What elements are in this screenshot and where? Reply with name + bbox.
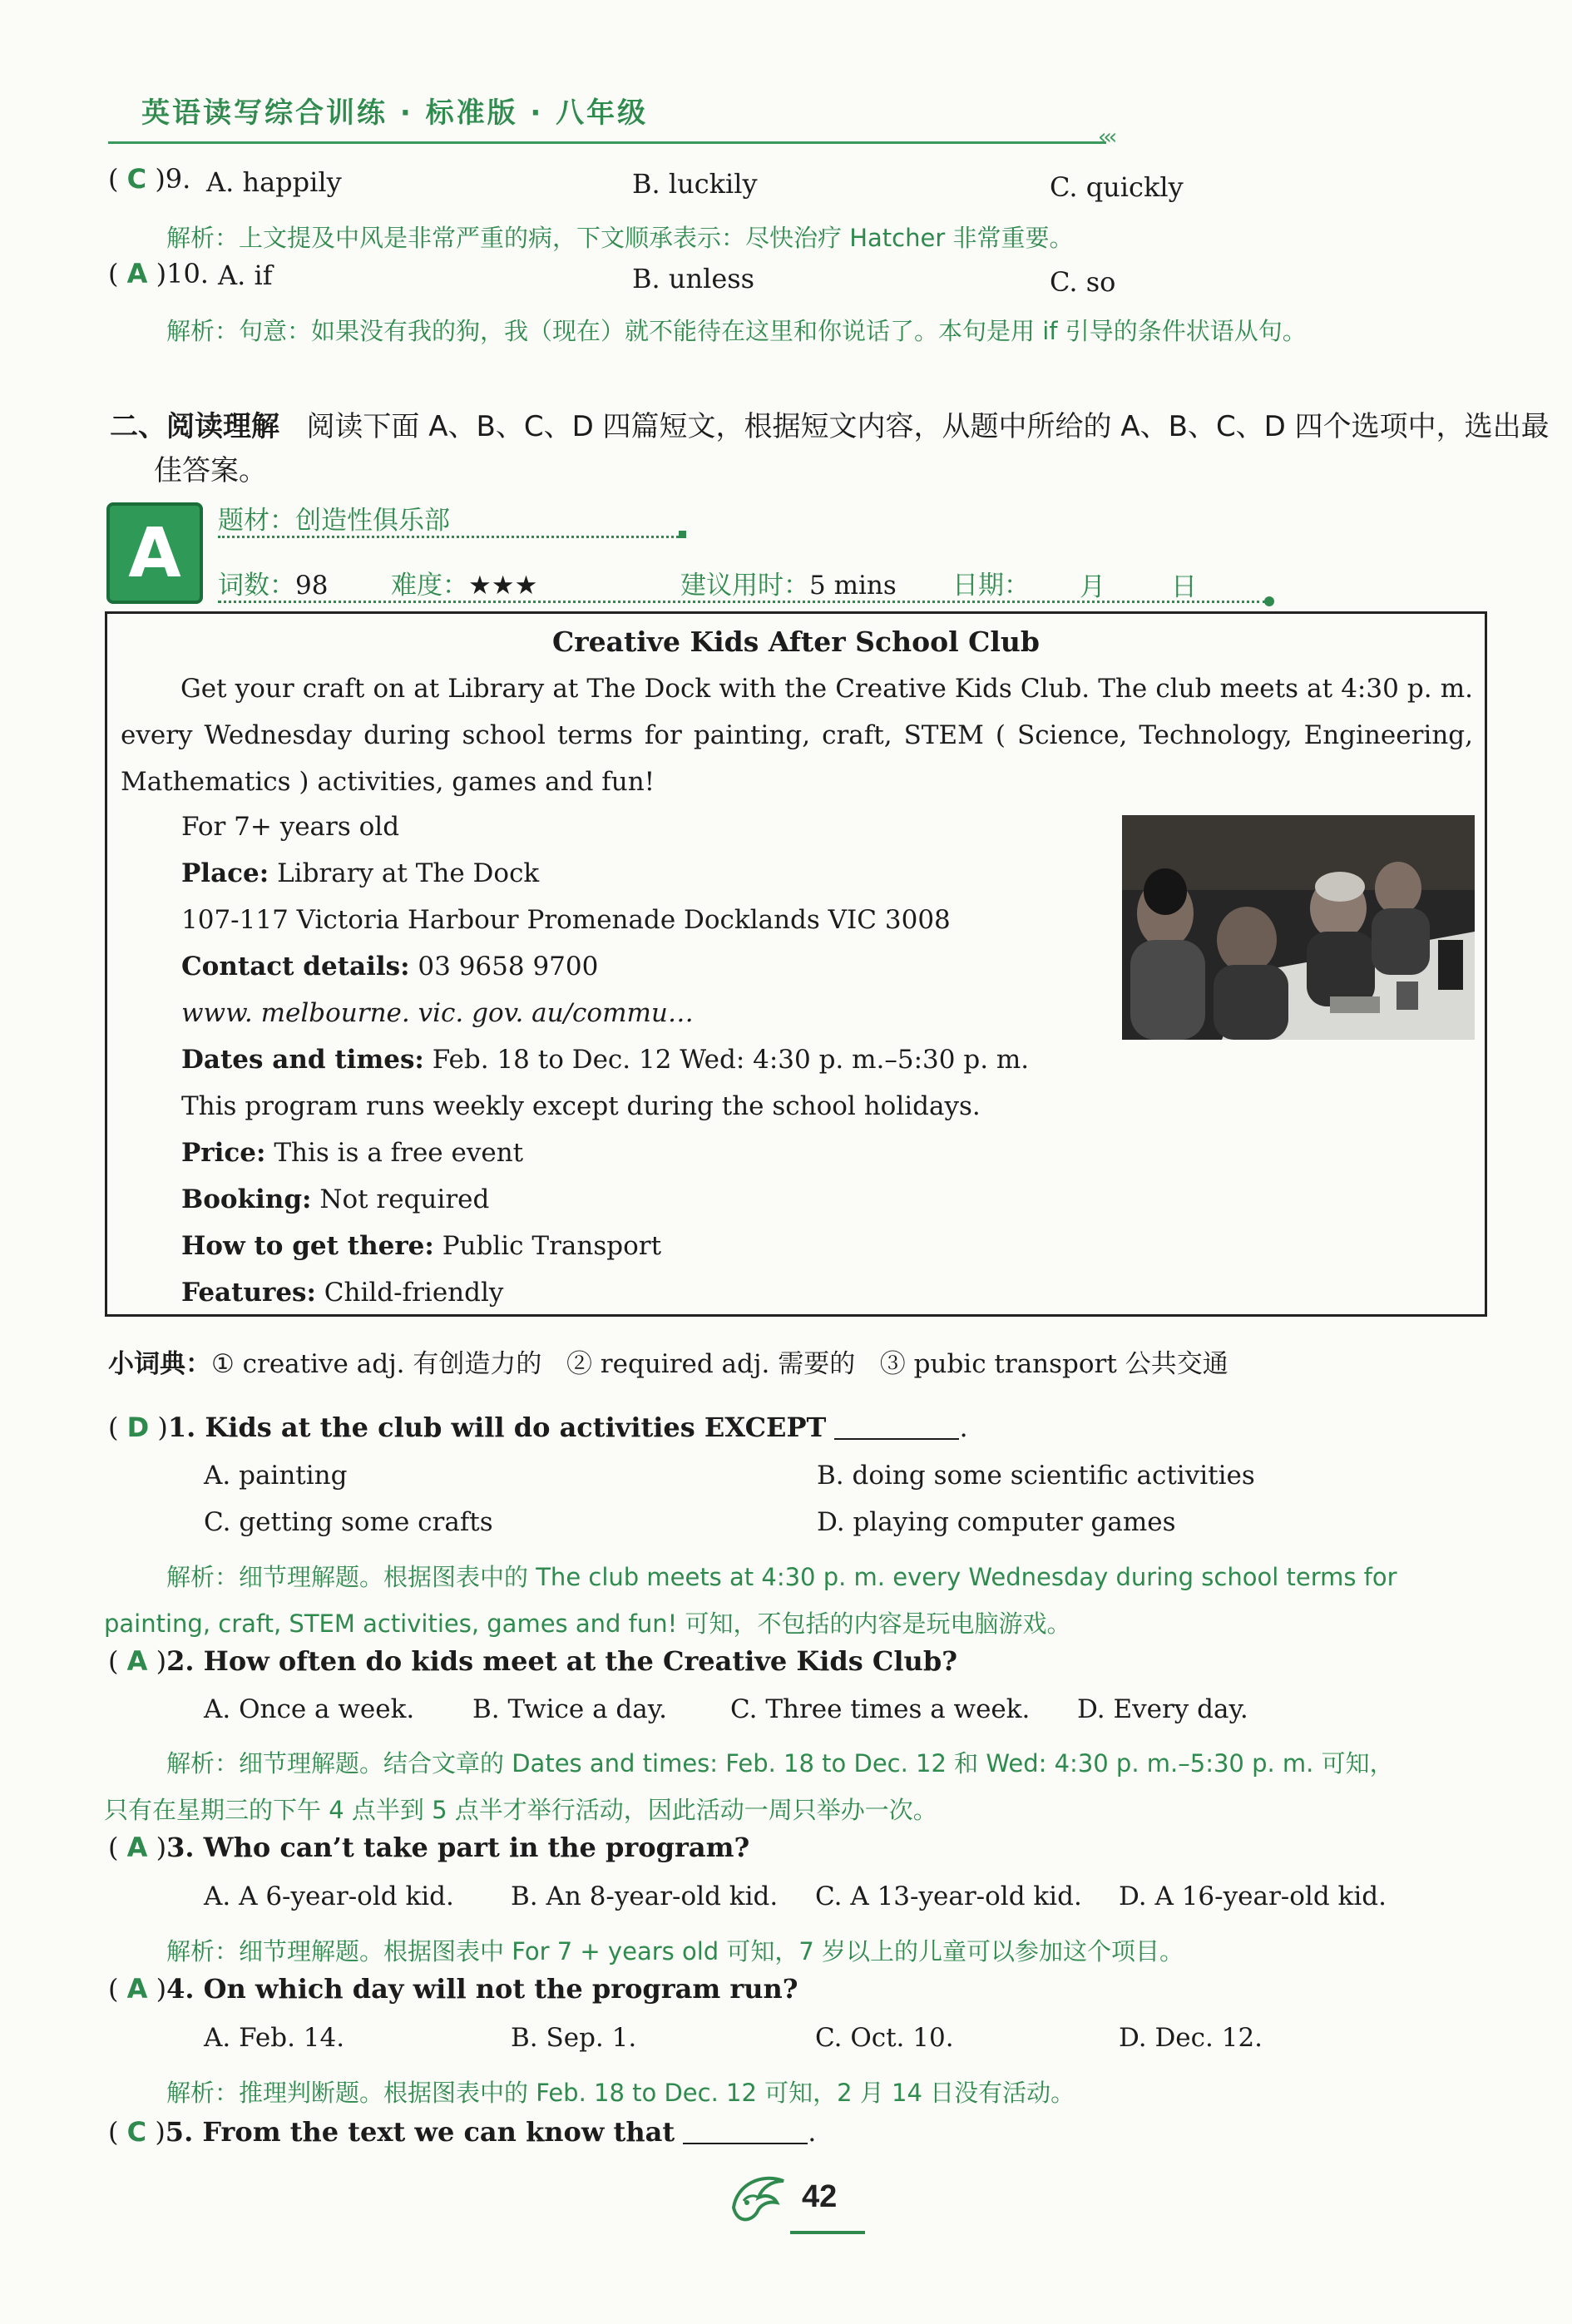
topic-underline <box>218 536 684 538</box>
time-label: 建议用时： <box>680 571 809 601</box>
option-a: A. painting <box>204 1461 348 1491</box>
question-stem: 5. From the text we can know that <box>165 2116 675 2148</box>
section-heading <box>110 403 1550 444</box>
question-stem: 4. On which day will not the program run? <box>166 1973 798 2005</box>
club-photo <box>1122 815 1475 1040</box>
section-label: 二、阅读理解 <box>110 410 279 443</box>
option-b: B. Sep. 1. <box>511 2023 637 2053</box>
explanation-cont: painting, craft, STEM activities, games and fun! 可知，不包括的内容是玩电脑游戏。 <box>104 1609 1071 1638</box>
section-instruction: 阅读下面 A、B、C、D 四篇短文，根据短文内容，从题中所给的 A、B、C、D 四个选项中，选出最 <box>306 410 1550 443</box>
age-requirement: For 7+ years old <box>181 812 400 842</box>
question-stem: 2. How often do kids meet at the Creative Kids Club? <box>166 1645 957 1677</box>
option-d: D. Dec. 12. <box>1119 2023 1263 2053</box>
explanation: 解析：句意：如果没有我的狗，我（现在）就不能待在这里和你说话了。本句是用 if 引导的条件状语从句。 <box>166 317 1307 345</box>
question-5: ( C )5. From the text we can know that . <box>108 2116 817 2148</box>
prev-question-10: ( A )10. <box>108 258 209 289</box>
header-arrows-icon: ‹‹‹ <box>1098 125 1115 150</box>
price-row <box>181 1138 523 1168</box>
option-c: C. getting some crafts <box>204 1507 493 1537</box>
question-3: ( A )3. Who can’t take part in the program? <box>108 1832 750 1863</box>
booking-label: Booking: <box>181 1184 312 1214</box>
price-value: This is a free event <box>274 1138 524 1168</box>
place-row <box>181 858 539 888</box>
features-value: Child-friendly <box>324 1278 504 1308</box>
difficulty-stars-icon: ★★★ <box>468 571 538 601</box>
option-c: C. quickly <box>1050 171 1184 203</box>
answer-letter: A <box>126 1832 148 1863</box>
booking-value: Not required <box>319 1184 490 1214</box>
contact-row <box>181 952 598 982</box>
explanation: 解析：推理判断题。根据图表中的 Feb. 18 to Dec. 12 可知，2 月 14 日没有活动。 <box>166 2079 1075 2107</box>
words-value: 98 <box>295 571 329 601</box>
answer-letter: C <box>126 163 147 195</box>
dates-row <box>181 1045 1029 1075</box>
option-c: C. so <box>1050 266 1116 298</box>
option-b: B. luckily <box>632 168 758 200</box>
option-a: A. happily <box>206 166 342 198</box>
option-b: B. An 8-year-old kid. <box>511 1881 779 1911</box>
kids-crafting-photo-icon <box>1122 815 1475 1040</box>
explanation: 解析：细节理解题。根据图表中的 The club meets at 4:30 p. m. every Wednesday during school terms for <box>166 1563 1397 1591</box>
glossary-item: ② required adj. 需要的 <box>566 1349 856 1379</box>
meta-end-dot <box>1264 596 1274 606</box>
passage-paragraph: Get your craft on at Library at The Dock with the Creative Kids Club. The club meets at 4:30 p. m. every Wednesday during school terms for painting, craft, STEM ( Science, Technology, Engineering, Mathematics ) activities, games and fun! <box>121 674 1473 797</box>
topic-line <box>218 499 450 536</box>
passage-badge: A <box>106 502 203 604</box>
features-row <box>181 1278 503 1308</box>
transport-label: How to get there: <box>181 1231 434 1261</box>
address: 107-117 Victoria Harbour Promenade Docklands VIC 3008 <box>181 905 951 935</box>
features-label: Features: <box>181 1278 316 1308</box>
option-c: C. A 13-year-old kid. <box>815 1881 1082 1911</box>
question-1: ( D )1. Kids at the club will do activities EXCEPT . <box>108 1412 968 1443</box>
answer-letter: A <box>126 258 148 289</box>
question-stem: 1. Kids at the club will do activities EXCEPT <box>167 1412 827 1443</box>
dolphin-logo-icon <box>722 2164 797 2231</box>
page-number: 42 <box>802 2179 838 2214</box>
answer-blank <box>834 1413 959 1440</box>
date-month: 月 <box>1080 572 1105 602</box>
website: www. melbourne. vic. gov. au/commu… <box>181 998 694 1028</box>
contact-value: 03 9658 9700 <box>418 952 599 982</box>
answer-letter: C <box>126 2116 147 2148</box>
explanation-cont: 只有在星期三的下午 4 点半到 5 点半才举行活动，因此活动一周只举办一次。 <box>104 1796 937 1824</box>
transport-row <box>181 1231 661 1261</box>
transport-value: Public Transport <box>442 1231 662 1261</box>
option-d: D. A 16-year-old kid. <box>1119 1881 1387 1911</box>
option-a: A. Feb. 14. <box>204 2023 345 2053</box>
glossary <box>108 1342 1228 1380</box>
difficulty-label: 难度： <box>391 571 468 601</box>
option-a: A. if <box>218 260 273 291</box>
option-d: D. Every day. <box>1077 1694 1248 1724</box>
dates-value: Feb. 18 to Dec. 12 Wed: 4:30 p. m.–5:30 p. m. <box>432 1045 1030 1075</box>
option-c: C. Oct. 10. <box>815 2023 954 2053</box>
place-label: Place: <box>181 858 269 888</box>
option-d: D. playing computer games <box>817 1507 1176 1537</box>
option-c: C. Three times a week. <box>730 1694 1031 1724</box>
answer-blank <box>683 2118 808 2144</box>
glossary-label: 小词典： <box>108 1349 211 1379</box>
page-number-underline <box>790 2231 865 2234</box>
date-day: 日 <box>1171 572 1197 602</box>
question-4: ( A )4. On which day will not the program run? <box>108 1973 798 2005</box>
topic-end-marker <box>679 531 686 538</box>
dates-label: Dates and times: <box>181 1045 424 1075</box>
difficulty-line <box>391 564 537 601</box>
words-line <box>218 564 328 601</box>
topic-value: 创造性俱乐部 <box>295 506 450 536</box>
explanation: 解析：细节理解题。根据图表中 For 7 + years old 可知，7 岁以上的儿童可以参加这个项目。 <box>166 1937 1184 1966</box>
question-number: 10. <box>166 258 209 289</box>
words-label: 词数： <box>218 571 295 601</box>
explanation: 解析：上文提及中风是非常严重的病，下文顺承表示：尽快治疗 Hatcher 非常重要。 <box>166 224 1074 252</box>
schedule-note: This program runs weekly except during the school holidays. <box>181 1091 981 1121</box>
option-b: B. unless <box>632 263 755 294</box>
place-value: Library at The Dock <box>277 858 540 888</box>
topic-label: 题材： <box>218 506 295 536</box>
question-number: 9. <box>165 163 191 195</box>
passage-title: Creative Kids After School Club <box>552 626 1040 658</box>
price-label: Price: <box>181 1138 266 1168</box>
answer-letter: A <box>126 1973 148 2005</box>
option-b: B. doing some scientific activities <box>817 1461 1255 1491</box>
section-instruction-cont: 佳答案。 <box>154 454 267 487</box>
question-stem: 3. Who can’t take part in the program? <box>166 1832 750 1863</box>
prev-question-9: ( C )9. <box>108 163 191 195</box>
option-a: A. Once a week. <box>204 1694 415 1724</box>
question-2: ( A )2. How often do kids meet at the Creative Kids Club? <box>108 1645 957 1677</box>
contact-label: Contact details: <box>181 952 410 982</box>
option-b: B. Twice a day. <box>472 1694 667 1724</box>
header-divider <box>108 141 1106 144</box>
option-a: A. A 6-year-old kid. <box>204 1881 454 1911</box>
meta-underline <box>218 601 1266 603</box>
glossary-item: ③ pubic transport 公共交通 <box>879 1349 1228 1379</box>
time-line <box>680 564 897 601</box>
time-value: 5 mins <box>809 571 897 601</box>
answer-letter: D <box>126 1412 150 1443</box>
glossary-item: ① creative adj. 有创造力的 <box>211 1349 542 1379</box>
date-label: 日期： <box>952 571 1030 601</box>
explanation: 解析：细节理解题。结合文章的 Dates and times: Feb. 18 to Dec. 12 和 Wed: 4:30 p. m.–5:30 p. m. 可知， <box>166 1749 1394 1778</box>
book-header-title: 英语读写综合训练 · 标准版 · 八年级 <box>141 96 649 130</box>
date-line <box>952 564 1030 601</box>
answer-letter: A <box>126 1645 148 1677</box>
booking-row <box>181 1184 489 1214</box>
